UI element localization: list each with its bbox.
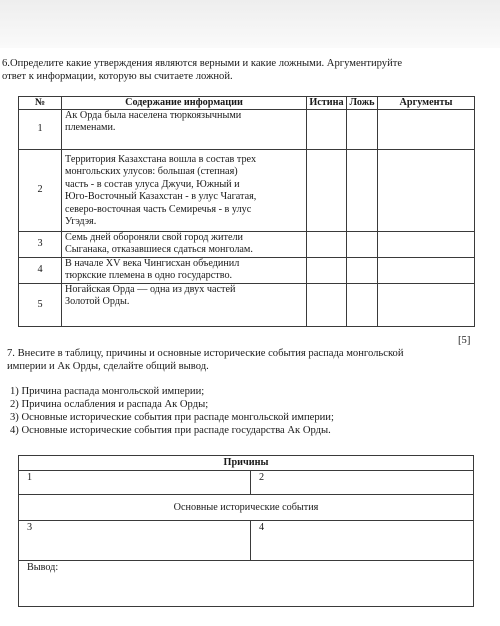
false-cell[interactable] xyxy=(347,150,378,232)
event-cell-4[interactable]: 4 xyxy=(251,521,474,561)
task7-item: 4) Основные исторические события при распаде государства Ак Орды. xyxy=(10,425,331,436)
col-header-number: № xyxy=(19,97,62,110)
false-cell[interactable] xyxy=(347,232,378,258)
task7-instruction-line1: 7. Внесите в таблицу, причины и основные исторические события распада монгольской xyxy=(7,348,404,359)
statement-text xyxy=(62,284,307,327)
cause-cell-2[interactable]: 2 xyxy=(251,471,474,495)
events-row xyxy=(19,521,474,561)
task6-instruction-line1: 6.Определите какие утверждения являются верными и какие ложными. Аргументируйте xyxy=(2,58,403,69)
row-number: 3 xyxy=(19,232,62,258)
score-label: [5] xyxy=(458,335,471,346)
table-row xyxy=(19,284,475,327)
col-header-true: Истина xyxy=(307,97,347,110)
arguments-cell[interactable] xyxy=(378,150,475,232)
arguments-cell[interactable] xyxy=(378,284,475,327)
task6-instruction-line2: ответ к информации, которую вы считаете ложной. xyxy=(2,71,233,82)
arguments-cell[interactable] xyxy=(378,258,475,284)
statement-line: племенами. xyxy=(65,122,116,134)
col-header-content: Содержание информации xyxy=(62,97,307,110)
statement-line: тюркские племена в одно государство. xyxy=(65,270,233,282)
statement-line: Юго-Восточный Казахстан - в улус Чагатая, xyxy=(65,191,257,203)
cause-cell-1[interactable]: 1 xyxy=(19,471,251,495)
events-header-row xyxy=(19,495,474,521)
causes-row xyxy=(19,471,474,495)
statement-line: В начале XV века Чингисхан объединил xyxy=(65,258,240,269)
row-number: 1 xyxy=(19,110,62,150)
statement-line: северо-восточная часть Семиречья - в улус xyxy=(65,203,252,215)
table-row xyxy=(19,150,475,232)
statement-line: часть - в состав улуса Джучи, Южный и xyxy=(65,178,240,190)
true-cell[interactable] xyxy=(307,232,347,258)
event-cell-3[interactable]: 3 xyxy=(19,521,251,561)
causes-header: Причины xyxy=(19,456,474,471)
table-header-row xyxy=(19,97,475,110)
causes-header-row xyxy=(19,456,474,471)
true-cell[interactable] xyxy=(307,150,347,232)
true-cell[interactable] xyxy=(307,284,347,327)
causes-table xyxy=(18,455,474,607)
statement-line: Ногайская Орда — одна из двух частей xyxy=(65,284,236,295)
true-cell[interactable] xyxy=(307,258,347,284)
statement-line: Семь дней обороняли свой город жители xyxy=(65,232,244,243)
table-row xyxy=(19,110,475,150)
false-cell[interactable] xyxy=(347,284,378,327)
col-header-false: Ложь xyxy=(347,97,378,110)
statement-text xyxy=(62,258,307,284)
row-number: 4 xyxy=(19,258,62,284)
col-header-arguments: Аргументы xyxy=(378,97,475,110)
row-number: 2 xyxy=(19,150,62,232)
task7-item: 3) Основные исторические события при распаде монгольской империи; xyxy=(10,412,334,423)
task7-item: 2) Причина ослабления и распада Ак Орды; xyxy=(10,399,209,410)
top-shadow xyxy=(0,0,500,48)
statement-line: монгольских улусов: большая (степная) xyxy=(65,166,238,178)
statement-text xyxy=(62,232,307,258)
statement-line: Золотой Орды. xyxy=(65,296,130,308)
conclusion-cell[interactable]: Вывод: xyxy=(19,561,474,607)
table-row xyxy=(19,258,475,284)
events-header: Основные исторические события xyxy=(19,495,474,521)
arguments-cell[interactable] xyxy=(378,232,475,258)
false-cell[interactable] xyxy=(347,110,378,150)
task7-instruction-line2: империи и Ак Орды, сделайте общий вывод. xyxy=(7,361,209,372)
false-cell[interactable] xyxy=(347,258,378,284)
row-number: 5 xyxy=(19,284,62,327)
statements-table xyxy=(18,96,475,327)
conclusion-row xyxy=(19,561,474,607)
statement-text xyxy=(62,110,307,150)
statement-text xyxy=(62,150,307,232)
statement-line: Сыганака, отказавшиеся сдаться монголам. xyxy=(65,244,253,256)
statement-line: Ак Орда была населена тюркоязычными xyxy=(65,110,242,121)
statement-line: Территория Казахстана вошла в состав трех xyxy=(65,154,257,165)
task7-item: 1) Причина распада монгольской империи; xyxy=(10,386,205,397)
arguments-cell[interactable] xyxy=(378,110,475,150)
table-row xyxy=(19,232,475,258)
true-cell[interactable] xyxy=(307,110,347,150)
statement-line: Угэдэя. xyxy=(65,216,97,228)
